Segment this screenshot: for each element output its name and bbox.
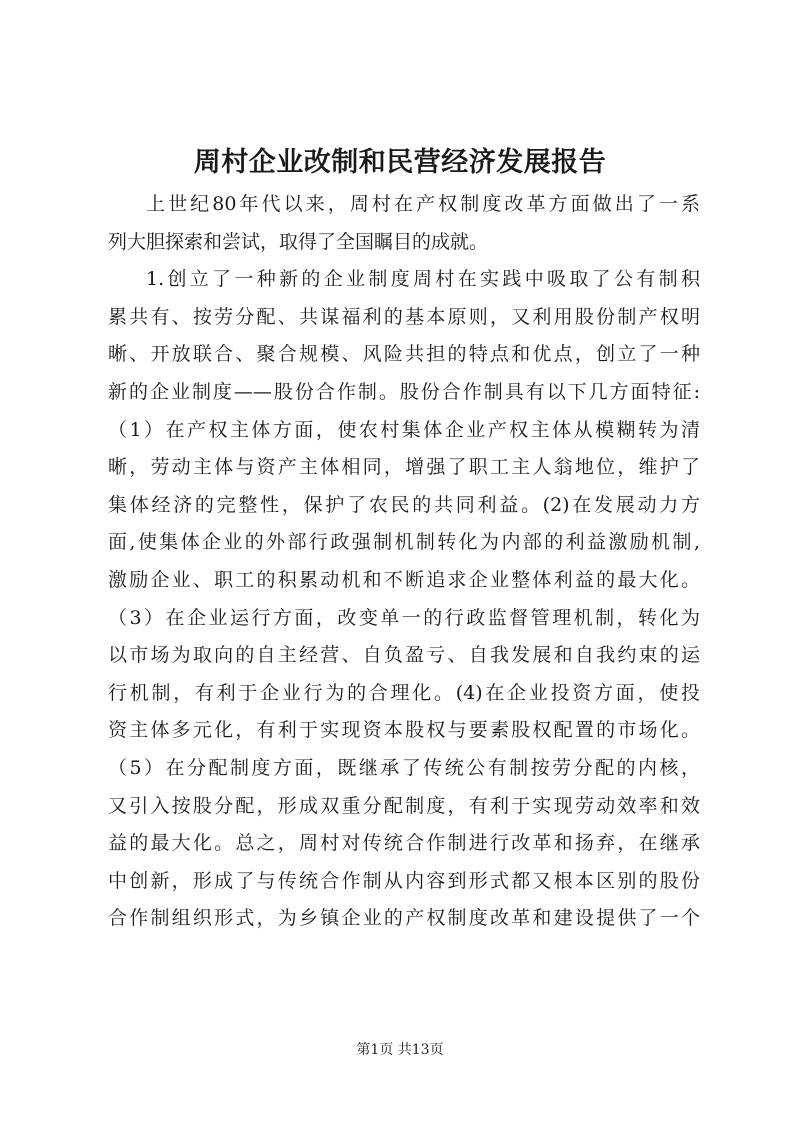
paragraph-line: 上世纪80年代以来，周村在产权制度改革方面做出了一系 xyxy=(146,193,700,215)
paragraph-line: 1.创立了一种新的企业制度周村在实践中吸取了公有制积 xyxy=(146,268,700,291)
paragraph-line: 晰、开放联合、聚合规模、风险共担的特点和优点，创立了一种 xyxy=(108,343,700,366)
paragraph-line: 行机制，有利于企业行为的合理化。(4)在企业投资方面，使投 xyxy=(108,681,700,704)
paragraph-line: 晰，劳动主体与资产主体相同，增强了职工主人翁地位，维护了 xyxy=(108,456,700,479)
paragraph-line: 激励企业、职工的积累动机和不断追求企业整体利益的最大化。 xyxy=(108,568,700,591)
paragraph-line: 以市场为取向的自主经营、自负盈亏、自我发展和自我约束的运 xyxy=(108,644,700,667)
paragraph-line: 又引入按股分配，形成双重分配制度，有利于实现劳动效率和效 xyxy=(108,794,700,817)
paragraph-line: 中创新，形成了与传统合作制从内容到形式都又根本区别的股份 xyxy=(108,869,700,892)
page-number-footer: 第1页 共13页 xyxy=(356,1042,444,1058)
paragraph-line: 面,使集体企业的外部行政强制机制转化为内部的利益激励机制, xyxy=(108,531,700,554)
paragraph-line: （5）在分配制度方面，既继承了传统公有制按劳分配的内核， xyxy=(108,756,700,779)
paragraph-line: （3）在企业运行方面，改变单一的行政监督管理机制，转化为 xyxy=(108,606,700,629)
paragraph-line: 集体经济的完整性，保护了农民的共同利益。(2)在发展动力方 xyxy=(108,493,700,516)
paragraph-line: 新的企业制度——股份合作制。股份合作制具有以下几方面特征: xyxy=(108,380,700,403)
paragraph-line: 合作制组织形式，为乡镇企业的产权制度改革和建设提供了一个 xyxy=(108,907,700,930)
paragraph-line: 累共有、按劳分配、共谋福利的基本原则，又利用股份制产权明 xyxy=(108,305,700,328)
paragraph-line: 益的最大化。总之，周村对传统合作制进行改革和扬弃，在继承 xyxy=(108,832,700,855)
document-body xyxy=(108,186,700,938)
paragraph-line: 资主体多元化，有利于实现资本股权与要素股权配置的市场化。 xyxy=(108,719,700,742)
paragraph-line: （1）在产权主体方面，使农村集体企业产权主体从模糊转为清 xyxy=(108,418,700,441)
document-title: 周村企业改制和民营经济发展报告 xyxy=(193,147,607,178)
paragraph-line: 列大胆探索和尝试，取得了全国瞩目的成就。 xyxy=(108,230,489,253)
